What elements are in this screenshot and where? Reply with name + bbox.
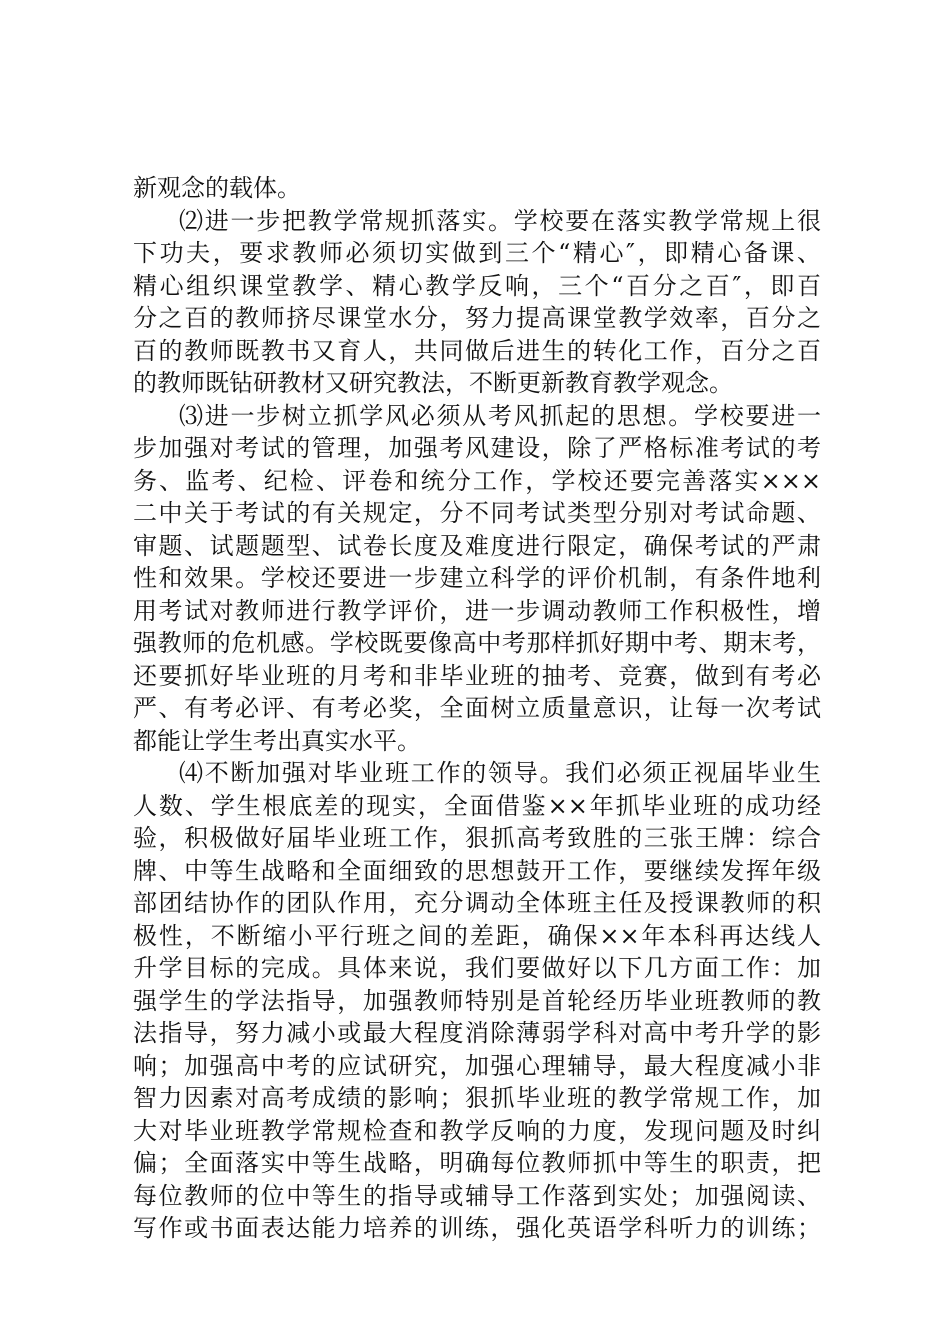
text-line: 大对毕业班教学常规检查和教学反响的力度，发现问题及时纠 <box>133 1116 821 1145</box>
text-line: 二中关于考试的有关规定，分不同考试类型分别对考试命题、 <box>133 499 821 527</box>
text-line: 下功夫，要求教师必须切实做到三个“精心″，即精心备课、 <box>133 239 821 267</box>
text-line: 强教师的危机感。学校既要像高中考那样抓好期中考、期末考， <box>133 629 821 657</box>
text-line: 验，积极做好届毕业班工作，狠抓高考致胜的三张王牌：综合 <box>133 824 821 852</box>
text-line: 升学目标的完成。具体来说，我们要做好以下几方面工作：加 <box>133 954 821 982</box>
text-line: ⑵进一步把教学常规抓落实。学校要在落实教学常规上很 <box>179 206 821 235</box>
text-line: 务、监考、纪检、评卷和统分工作，学校还要完善落实××× <box>133 466 821 495</box>
text-line: 偏；全面落实中等生战略，明确每位教师抓中等生的职责，把 <box>133 1149 821 1177</box>
text-line: 都能让学生考出真实水平。 <box>133 726 421 755</box>
text-line: 步加强对考试的管理，加强考风建设，除了严格标准考试的考 <box>133 434 821 462</box>
text-line: ⑷不断加强对毕业班工作的领导。我们必须正视届毕业生 <box>179 759 821 787</box>
paragraph-item-2 <box>133 205 821 400</box>
text-line: 法指导，努力减小或最大程度消除薄弱学科对高中考升学的影 <box>133 1019 821 1047</box>
text-line: 写作或书面表达能力培养的训练，强化英语学科听力的训练； <box>133 1214 821 1242</box>
paragraph-item-3 <box>133 400 821 758</box>
text-line: ⑶进一步树立抓学风必须从考风抓起的思想。学校要进一 <box>179 401 821 430</box>
text-line: 部团结协作的团队作用，充分调动全体班主任及授课教师的积 <box>133 889 821 917</box>
text-line: 百的教师既教书又育人，共同做后进生的转化工作，百分之百 <box>133 336 821 365</box>
text-line: 精心组织课堂教学、精心教学反响，三个“百分之百″，即百 <box>133 271 821 300</box>
text-line: 用考试对教师进行教学评价，进一步调动教师工作积极性，增 <box>133 596 821 625</box>
document-body <box>133 172 821 1245</box>
text-line: 响；加强高中考的应试研究，加强心理辅导，最大程度减小非 <box>133 1051 821 1080</box>
text-line: 极性，不断缩小平行班之间的差距，确保××年本科再达线人 <box>133 921 821 950</box>
text-line: 智力因素对高考成绩的影响；狠抓毕业班的教学常规工作，加 <box>133 1084 821 1112</box>
text-line: 还要抓好毕业班的月考和非毕业班的抽考、竞赛，做到有考必 <box>133 661 821 690</box>
text-line: 严、有考必评、有考必奖，全面树立质量意识，让每一次考试 <box>133 694 821 722</box>
text-line: 审题、试题题型、试卷长度及难度进行限定，确保考试的严肃 <box>133 531 821 560</box>
text-line: 每位教师的位中等生的指导或辅导工作落到实处；加强阅读、 <box>133 1181 821 1210</box>
paragraph-continuation <box>133 172 821 205</box>
text-line: 牌、中等生战略和全面细致的思想鼓开工作，要继续发挥年级 <box>133 856 821 885</box>
paragraph-item-4 <box>133 757 821 1245</box>
text-line: 分之百的教师挤尽课堂水分，努力提高课堂教学效率，百分之 <box>133 304 821 332</box>
text-line: 的教师既钻研教材又研究教法，不断更新教育教学观念。 <box>133 369 733 397</box>
text-line: 性和效果。学校还要进一步建立科学的评价机制，有条件地利 <box>133 564 821 592</box>
text-line: 新观念的载体。 <box>133 174 301 202</box>
text-line: 人数、学生根底差的现实，全面借鉴××年抓毕业班的成功经 <box>133 791 821 820</box>
text-line: 强学生的学法指导，加强教师特别是首轮经历毕业班教师的教 <box>133 986 821 1015</box>
